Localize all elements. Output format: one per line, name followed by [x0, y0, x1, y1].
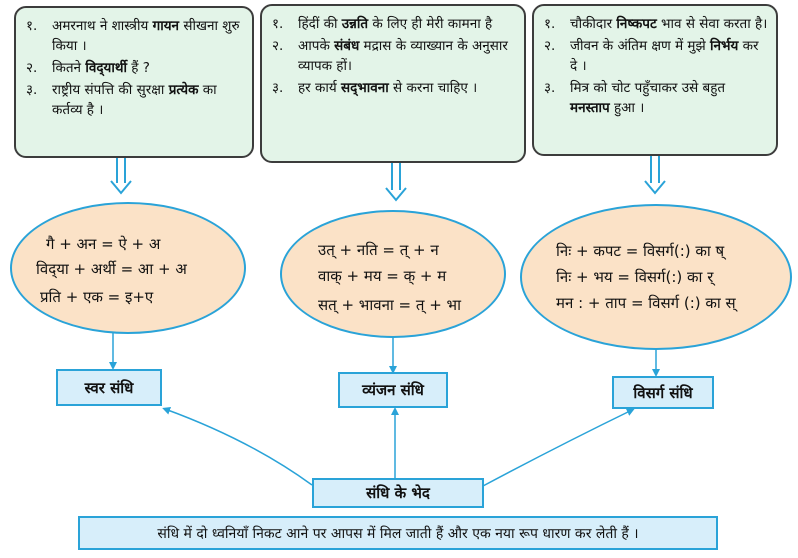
label-sandhi-types: संधि के भेद [312, 478, 484, 508]
definition-footer: संधि में दो ध्वनियाँ निकट आने पर आपस में मिल जाती हैं और एक नया रूप धारण कर लेती हैं । [78, 516, 718, 550]
example-sentence [26, 16, 244, 56]
example-sentence [272, 78, 516, 98]
sentence-fragment: हुआ । [609, 100, 645, 116]
curve-to-visarg [483, 410, 632, 486]
label-visarg-sandhi: विसर्ग संधि [612, 376, 714, 409]
sentence-text [298, 14, 492, 34]
sentence-text [570, 14, 767, 34]
curve-to-swar [165, 409, 312, 485]
sentence-fragment: भाव से सेवा करता है। [656, 16, 768, 32]
sentence-fragment: कर दे । [570, 38, 759, 74]
sentence-text [52, 16, 244, 56]
swar-equation-3: प्रति + एक = इ+ए [40, 288, 154, 306]
down-arrow-2 [386, 162, 406, 200]
example-card-vyanjan [260, 4, 526, 163]
example-card-swar [14, 6, 254, 158]
visarg-equation-3: मन : + ताप = विसर्ग (:) का स्‌ [556, 294, 736, 312]
sentence-number: २. [544, 38, 556, 54]
ellipse-vyanjan [280, 210, 506, 338]
sentence-number: १. [26, 18, 38, 34]
visarg-equation-2: निः + भय = विसर्ग(:) का र्‌ [556, 268, 714, 286]
sentence-fragment: सीखना शुरु किया । [52, 18, 240, 54]
sentence-text [570, 36, 768, 76]
sentence-fragment: का कर्तव्य है । [52, 82, 217, 118]
highlighted-word: संबंध [334, 38, 360, 54]
sentence-text [570, 78, 768, 118]
sentence-number: ३. [26, 82, 38, 98]
sentence-number: २. [272, 38, 284, 54]
ellipse-swar [10, 202, 246, 334]
sentence-fragment: चौकीदार [570, 16, 617, 32]
sentence-fragment: हर कार्य [298, 80, 341, 96]
sentence-fragment: हैं ? [126, 60, 150, 76]
sentence-number: १. [544, 16, 556, 32]
highlighted-word: विद्‌यार्थी [85, 60, 127, 76]
sentence-text [298, 36, 516, 76]
highlighted-word: निर्भय [710, 38, 739, 54]
example-sentence [26, 58, 244, 78]
sentence-fragment: मित्र को चोट पहुँचाकर उसे बहुत [570, 80, 726, 96]
vyanjan-equation-1: उत्‌ + नति = त्‌ + न [318, 241, 439, 259]
ellipse-visarg [520, 204, 792, 350]
sentence-text [298, 78, 477, 98]
swar-equation-1: गै + अन = ऐ + अ [46, 235, 161, 253]
sentence-fragment: आपके [298, 38, 335, 54]
example-sentence [272, 36, 516, 76]
highlighted-word: उन्नति [341, 16, 369, 32]
highlighted-word: सद्‌भावना [340, 80, 389, 96]
sentence-fragment: मद्रास के व्याख्यान के अनुसार व्यापक हों। [298, 38, 508, 74]
label-vyanjan-sandhi: व्यंजन संधि [338, 372, 448, 408]
sentence-number: १. [272, 16, 284, 32]
example-sentence [272, 14, 516, 34]
visarg-equation-1: निः + कपट = विसर्ग(:) का ष्‌ [556, 242, 725, 260]
sentence-number: ३. [544, 80, 556, 96]
sentence-number: ३. [272, 80, 284, 96]
sentence-text [52, 58, 150, 78]
example-card-visarg [532, 4, 778, 156]
sentence-fragment: हिंदीं की [298, 16, 342, 32]
label-swar-sandhi: स्वर संधि [56, 369, 162, 406]
vyanjan-equation-3: सत्‌ + भावना = त्‌ + भा [318, 296, 461, 314]
vyanjan-equation-2: वाक्‌ + मय = क्‌ + म [318, 267, 447, 285]
highlighted-word: मनस्ताप [570, 100, 610, 116]
example-sentence [544, 36, 768, 76]
sentence-fragment: के लिए ही मेरी कामना है [368, 16, 493, 32]
sentence-fragment: अमरनाथ ने शास्त्रीय [52, 18, 153, 34]
highlighted-word: प्रत्येक [168, 82, 199, 98]
example-sentence [544, 14, 768, 34]
highlighted-word: गायन [152, 18, 180, 34]
down-arrow-3 [645, 156, 665, 193]
sentence-number: २. [26, 60, 38, 76]
example-sentence [544, 78, 768, 118]
down-arrow-1 [111, 157, 131, 193]
example-sentence [26, 80, 244, 120]
highlighted-word: निष्कपट [616, 16, 657, 32]
sentence-fragment: राष्ट्रीय संपत्ति की सुरक्षा [52, 82, 169, 98]
sentence-fragment: जीवन के अंतिम क्षण में मुझे [570, 38, 710, 54]
sentence-fragment: कितने [52, 60, 86, 76]
sentence-text [52, 80, 244, 120]
swar-equation-2: विद्‌या + अर्थी = आ + अ [36, 260, 187, 278]
sentence-fragment: से करना चाहिए । [388, 80, 478, 96]
